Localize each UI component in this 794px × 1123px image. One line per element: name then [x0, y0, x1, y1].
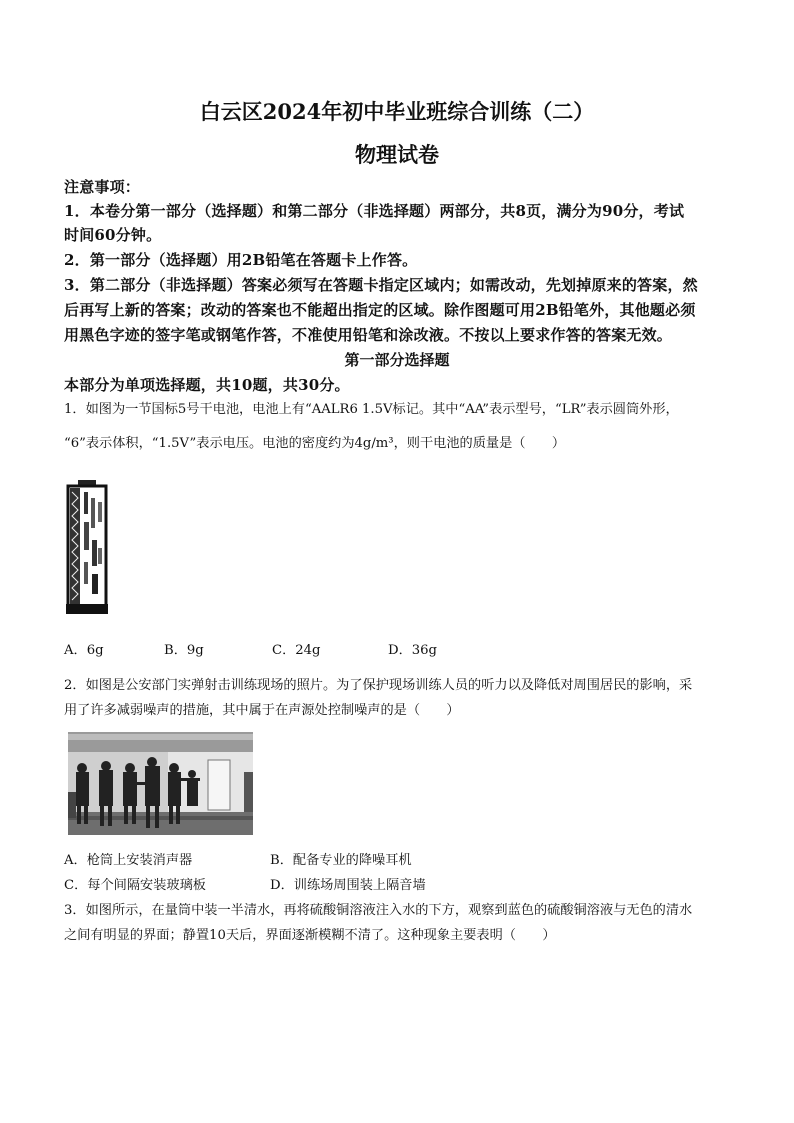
- question-1-option-b: B．9g: [164, 643, 204, 658]
- section-intro: 本部分为单项选择题，共10题，共30分。: [64, 376, 350, 394]
- question-3-text: 之间有明显的界面；静置10天后，界面逐渐模糊不清了。这种现象主要表明（ ）: [64, 928, 556, 943]
- question-2-option-b: B．配备专业的降噪耳机: [270, 853, 412, 868]
- question-2-text: 用了许多减弱噪声的措施，其中属于在声源处控制噪声的是（ ）: [64, 703, 460, 718]
- question-2-text: 2．如图是公安部门实弹射击训练现场的照片。为了保护现场训练人员的听力以及降低对周围居民的影响，采: [64, 678, 693, 693]
- notice-line: 用黑色字迹的签字笔或钢笔作答，不准使用铅笔和涂改液。不按以上要求作答的答案无效。: [64, 326, 673, 344]
- question-2-option-d: D．训练场周围装上隔音墙: [270, 878, 426, 893]
- question-3-text: 3．如图所示，在量筒中装一半清水，再将硫酸铜溶液注入水的下方，观察到蓝色的硫酸铜溶液与无色的清水: [64, 903, 693, 918]
- question-1-option-a: A．6g: [64, 643, 104, 658]
- shooting-range-photo: [68, 732, 253, 835]
- notice-line: 时间60分钟。: [64, 226, 162, 244]
- notice-line: 1．本卷分第一部分（选择题）和第二部分（非选择题）两部分，共8页，满分为90分，考试: [64, 202, 685, 220]
- question-2-option-a: A．枪筒上安装消声器: [64, 853, 193, 868]
- section-title: 第一部分选择题: [344, 351, 450, 369]
- notice-line: 2．第一部分（选择题）用2B铅笔在答题卡上作答。: [64, 251, 418, 269]
- question-1-option-d: D．36g: [388, 643, 437, 658]
- notice-line: 3．第二部分（非选择题）答案必须写在答题卡指定区域内；如需改动，先划掉原来的答案，然: [64, 276, 698, 294]
- page-title: 白云区2024年初中毕业班综合训练（二）: [199, 99, 595, 124]
- question-1-text: “6”表示体积，“1.5V”表示电压。电池的密度约为4g/m³，则干电池的质量是（ ）: [64, 436, 566, 451]
- notice-heading: 注意事项：: [64, 178, 141, 196]
- question-2-option-c: C．每个间隔安装玻璃板: [64, 878, 206, 893]
- question-1-option-c: C．24g: [272, 643, 321, 658]
- notice-line: 后再写上新的答案；改动的答案也不能超出指定的区域。除作图题可用2B铅笔外，其他题必须: [64, 301, 696, 319]
- page-subtitle: 物理试卷: [355, 142, 439, 167]
- battery-image: [64, 478, 110, 616]
- question-1-text: 1．如图为一节国标5号干电池，电池上有“AALR6 1.5V标记。其中“AA”表示型号，“LR”表示圆筒外形，: [64, 402, 679, 417]
